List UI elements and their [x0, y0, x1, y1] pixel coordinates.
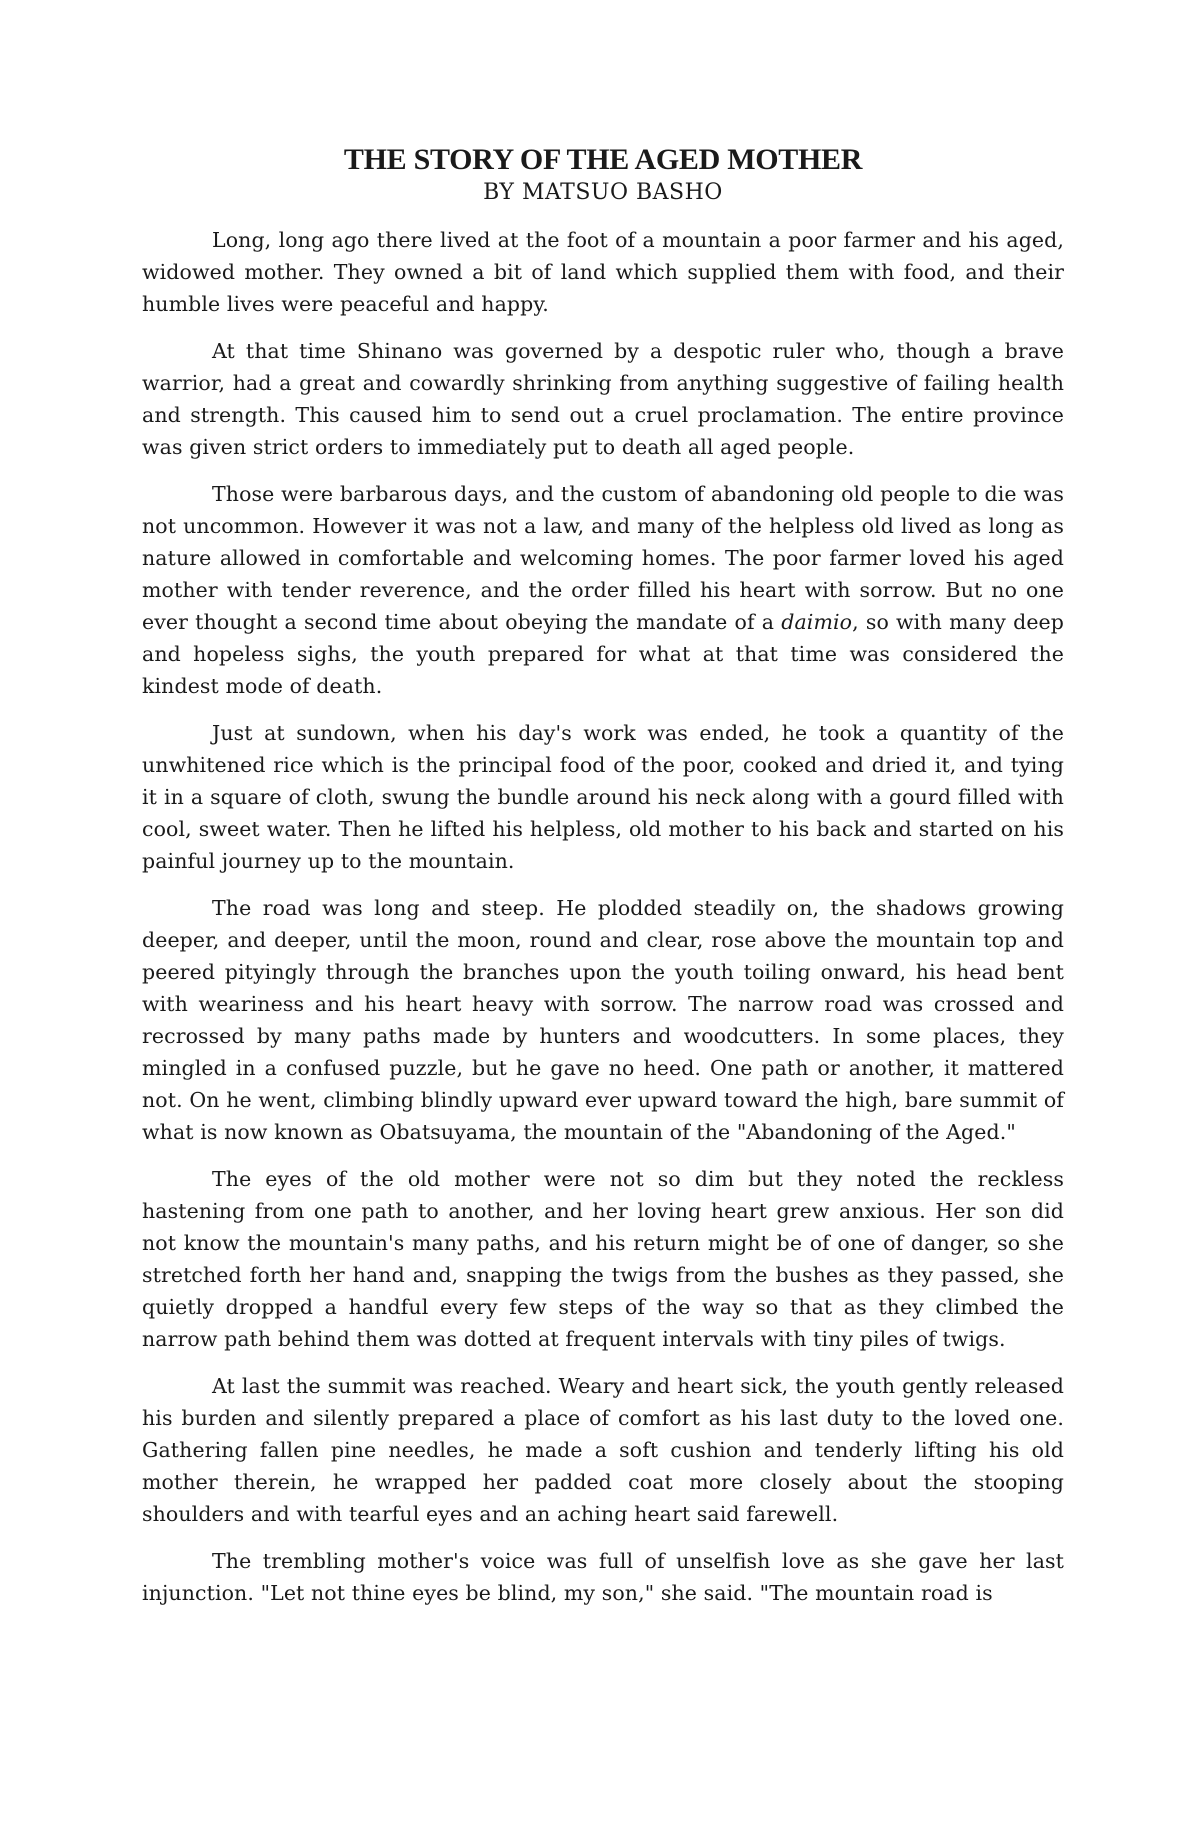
paragraph-3 [142, 478, 1064, 702]
author-byline: BY MATSUO BASHO [483, 180, 723, 205]
paragraph-text-continued: , so with many deep and hopeless sighs, the youth prepared for what at that time was considered the kindest mode of death. [142, 610, 1065, 698]
paragraph-text: Just at sundown, when his day's work was ended, he took a quantity of the unwhitened rice which is the principal food of the poor, cooked and dried it, and tying it in a square of cloth, swung the bundle around his neck along with a gourd filled with cool, sweet water. Then he lifted his helpless, old mother to his back and started on his painful journey up to the mountain. [142, 721, 1064, 873]
paragraph-5 [142, 892, 1064, 1148]
paragraph-text: At that time Shinano was governed by a despotic ruler who, though a brave warrior, had a great and cowardly shrinking from anything suggestive of failing health and strength. This caused him to send out a cruel proclamation. The entire province was given strict orders to immediately put to death all aged people. [142, 339, 1064, 459]
paragraph-8 [142, 1545, 1064, 1609]
paragraph-6 [142, 1163, 1064, 1355]
italic-term-daimio: daimio [781, 610, 853, 634]
paragraph-text: At last the summit was reached. Weary and heart sick, the youth gently released his burden and silently prepared a place of comfort as his last duty to the loved one. Gathering fallen pine needles, he made a soft cushion and tenderly lifting his old mother therein, he wrapped her padded coat more closely about the stooping shoulders and with tearful eyes and an aching heart said farewell. [142, 1374, 1064, 1526]
paragraph-1 [142, 224, 1064, 320]
paragraph-text: Long, long ago there lived at the foot of a mountain a poor farmer and his aged, widowed mother. They owned a bit of land which supplied them with food, and their humble lives were peaceful and happy. [142, 228, 1064, 316]
paragraph-text: The eyes of the old mother were not so dim but they noted the reckless hastening from one path to another, and her loving heart grew anxious. Her son did not know the mountain's many paths, and his return might be of one of danger, so she stretched forth her hand and, snapping the twigs from the bushes as they passed, she quietly dropped a handful every few steps of the way so that as they climbed the narrow path behind them was dotted at frequent intervals with tiny piles of twigs. [142, 1167, 1064, 1351]
paragraph-4 [142, 717, 1064, 877]
story-title: THE STORY OF THE AGED MOTHER [343, 143, 863, 176]
paragraph-text: The trembling mother's voice was full of unselfish love as she gave her last injunction. "Let not thine eyes be blind, my son," she said. "The mountain road is [142, 1549, 1064, 1605]
document-page [142, 142, 1064, 1609]
paragraph-text: Those were barbarous days, and the custom of abandoning old people to die was not uncommon. However it was not a law, and many of the helpless old lived as long as nature allowed in comfortable and welcoming homes. The poor farmer loved his aged mother with tender reverence, and the order filled his heart with sorrow. But no one ever thought a second time about obeying the mandate of a [142, 482, 1064, 634]
paragraph-2 [142, 335, 1064, 463]
paragraph-7 [142, 1370, 1064, 1530]
paragraph-text: The road was long and steep. He plodded steadily on, the shadows growing deeper, and deeper, until the moon, round and clear, rose above the mountain top and peered pityingly through the branches upon the youth toiling onward, his head bent with weariness and his heart heavy with sorrow. The narrow road was crossed and recrossed by many paths made by hunters and woodcutters. In some places, they mingled in a confused puzzle, but he gave no heed. One path or another, it mattered not. On he went, climbing blindly upward ever upward toward the high, bare summit of what is now known as Obatsuyama, the mountain of the "Abandoning of the Aged." [142, 896, 1064, 1144]
